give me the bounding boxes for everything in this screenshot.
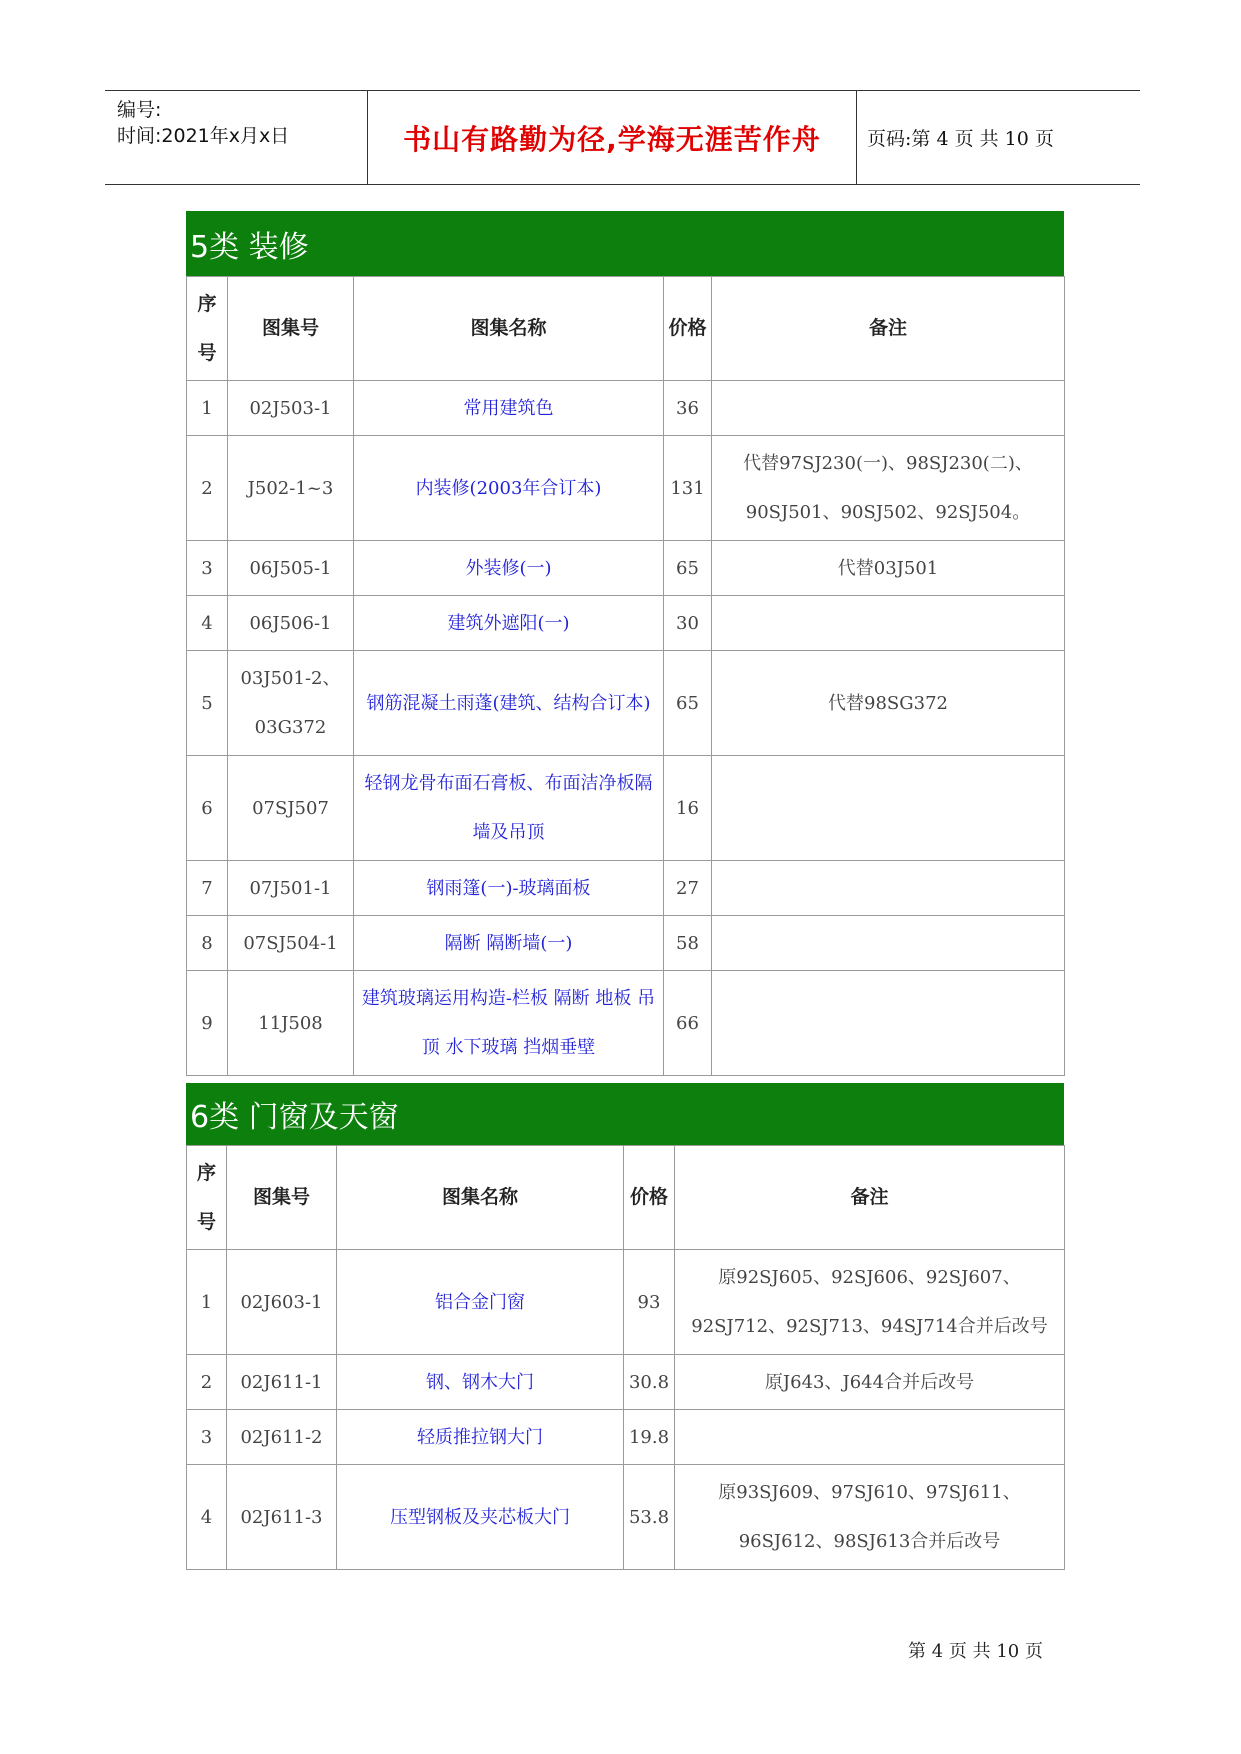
row-code: 07J501-1	[228, 861, 354, 916]
table-row	[187, 1250, 1065, 1355]
row-name-link[interactable]: 钢筋混凝土雨蓬(建筑、结构合订本)	[354, 651, 664, 756]
row-no: 7	[187, 861, 228, 916]
col-header-note: 备注	[712, 277, 1065, 381]
row-price: 36	[664, 381, 712, 436]
row-price: 16	[664, 756, 712, 861]
table-row	[187, 541, 1065, 596]
row-name-link[interactable]: 隔断 隔断墙(一)	[354, 916, 664, 971]
col-header-name: 图集名称	[354, 277, 664, 381]
row-no: 4	[187, 596, 228, 651]
section-6-title: 6类 门窗及天窗	[190, 1100, 399, 1135]
row-no: 3	[187, 1410, 227, 1465]
row-code: 07SJ504-1	[228, 916, 354, 971]
header-left-cell	[105, 91, 368, 184]
row-price: 131	[664, 436, 712, 541]
row-price: 66	[664, 971, 712, 1076]
col-header-no: 序号	[187, 277, 228, 381]
row-note	[712, 861, 1065, 916]
row-note	[675, 1410, 1065, 1465]
row-code: J502-1~3	[228, 436, 354, 541]
row-note: 原92SJ605、92SJ606、92SJ607、92SJ712、92SJ713、94SJ714合并后改号	[675, 1250, 1065, 1355]
row-name-link[interactable]: 轻质推拉钢大门	[337, 1410, 624, 1465]
section-5-table	[186, 276, 1065, 1076]
row-name-link[interactable]: 内装修(2003年合订本)	[354, 436, 664, 541]
col-header-code: 图集号	[227, 1146, 337, 1250]
row-no: 3	[187, 541, 228, 596]
table-row	[187, 1410, 1065, 1465]
col-header-price: 价格	[624, 1146, 675, 1250]
table-row	[187, 436, 1065, 541]
col-header-code: 图集号	[228, 277, 354, 381]
time-label: 时间:2021年x月x日	[117, 125, 290, 147]
row-note: 代替97SJ230(一)、98SJ230(二)、90SJ501、90SJ502、92SJ504。	[712, 436, 1065, 541]
row-no: 2	[187, 1355, 227, 1410]
row-no: 8	[187, 916, 228, 971]
row-code: 02J611-2	[227, 1410, 337, 1465]
row-note: 原93SJ609、97SJ610、97SJ611、96SJ612、98SJ613合并后改号	[675, 1465, 1065, 1570]
page-indicator: 页码:第 4 页 共 10 页	[867, 128, 1054, 150]
table-row	[187, 756, 1065, 861]
row-price: 30.8	[624, 1355, 675, 1410]
table-row	[187, 916, 1065, 971]
col-header-price: 价格	[664, 277, 712, 381]
col-header-note: 备注	[675, 1146, 1065, 1250]
row-no: 9	[187, 971, 228, 1076]
row-price: 65	[664, 541, 712, 596]
col-header-name: 图集名称	[337, 1146, 624, 1250]
row-no: 1	[187, 381, 228, 436]
col-header-no: 序号	[187, 1146, 227, 1250]
table-header-row	[187, 1146, 1065, 1250]
row-price: 58	[664, 916, 712, 971]
row-code: 02J503-1	[228, 381, 354, 436]
row-name-link[interactable]: 钢、钢木大门	[337, 1355, 624, 1410]
header-right-cell	[857, 91, 1140, 184]
row-price: 65	[664, 651, 712, 756]
page-footer: 第 4 页 共 10 页	[908, 1641, 1043, 1662]
row-note	[712, 756, 1065, 861]
row-price: 27	[664, 861, 712, 916]
section-5-banner	[186, 211, 1064, 276]
header-center-cell	[368, 91, 857, 184]
row-no: 6	[187, 756, 228, 861]
row-name-link[interactable]: 建筑玻璃运用构造-栏板 隔断 地板 吊顶 水下玻璃 挡烟垂壁	[354, 971, 664, 1076]
table-row	[187, 651, 1065, 756]
row-code: 11J508	[228, 971, 354, 1076]
row-name-link[interactable]: 轻钢龙骨布面石膏板、布面洁净板隔墙及吊顶	[354, 756, 664, 861]
row-code: 03J501-2、03G372	[228, 651, 354, 756]
row-no: 4	[187, 1465, 227, 1570]
row-name-link[interactable]: 外装修(一)	[354, 541, 664, 596]
row-price: 19.8	[624, 1410, 675, 1465]
row-note: 原J643、J644合并后改号	[675, 1355, 1065, 1410]
section-6-table	[186, 1145, 1065, 1570]
row-code: 06J506-1	[228, 596, 354, 651]
row-name-link[interactable]: 压型钢板及夹芯板大门	[337, 1465, 624, 1570]
row-price: 30	[664, 596, 712, 651]
row-code: 02J611-1	[227, 1355, 337, 1410]
section-6-banner	[186, 1083, 1064, 1145]
table-row	[187, 1465, 1065, 1570]
row-no: 2	[187, 436, 228, 541]
row-note: 代替03J501	[712, 541, 1065, 596]
table-row	[187, 596, 1065, 651]
row-code: 06J505-1	[228, 541, 354, 596]
row-note	[712, 381, 1065, 436]
row-name-link[interactable]: 钢雨篷(一)-玻璃面板	[354, 861, 664, 916]
row-no: 1	[187, 1250, 227, 1355]
row-note	[712, 596, 1065, 651]
row-price: 93	[624, 1250, 675, 1355]
row-code: 07SJ507	[228, 756, 354, 861]
row-note	[712, 916, 1065, 971]
row-name-link[interactable]: 铝合金门窗	[337, 1250, 624, 1355]
table-row	[187, 1355, 1065, 1410]
row-code: 02J603-1	[227, 1250, 337, 1355]
row-code: 02J611-3	[227, 1465, 337, 1570]
motto-text: 书山有路勤为径,学海无涯苦作舟	[403, 122, 821, 156]
row-name-link[interactable]: 常用建筑色	[354, 381, 664, 436]
number-label: 编号:	[117, 99, 162, 121]
table-row	[187, 971, 1065, 1076]
page-header	[105, 90, 1140, 185]
row-note	[712, 971, 1065, 1076]
table-row	[187, 381, 1065, 436]
row-no: 5	[187, 651, 228, 756]
section-5-title: 5类 装修	[190, 229, 309, 265]
table-header-row	[187, 277, 1065, 381]
table-row	[187, 861, 1065, 916]
row-price: 53.8	[624, 1465, 675, 1570]
row-name-link[interactable]: 建筑外遮阳(一)	[354, 596, 664, 651]
row-note: 代替98SG372	[712, 651, 1065, 756]
